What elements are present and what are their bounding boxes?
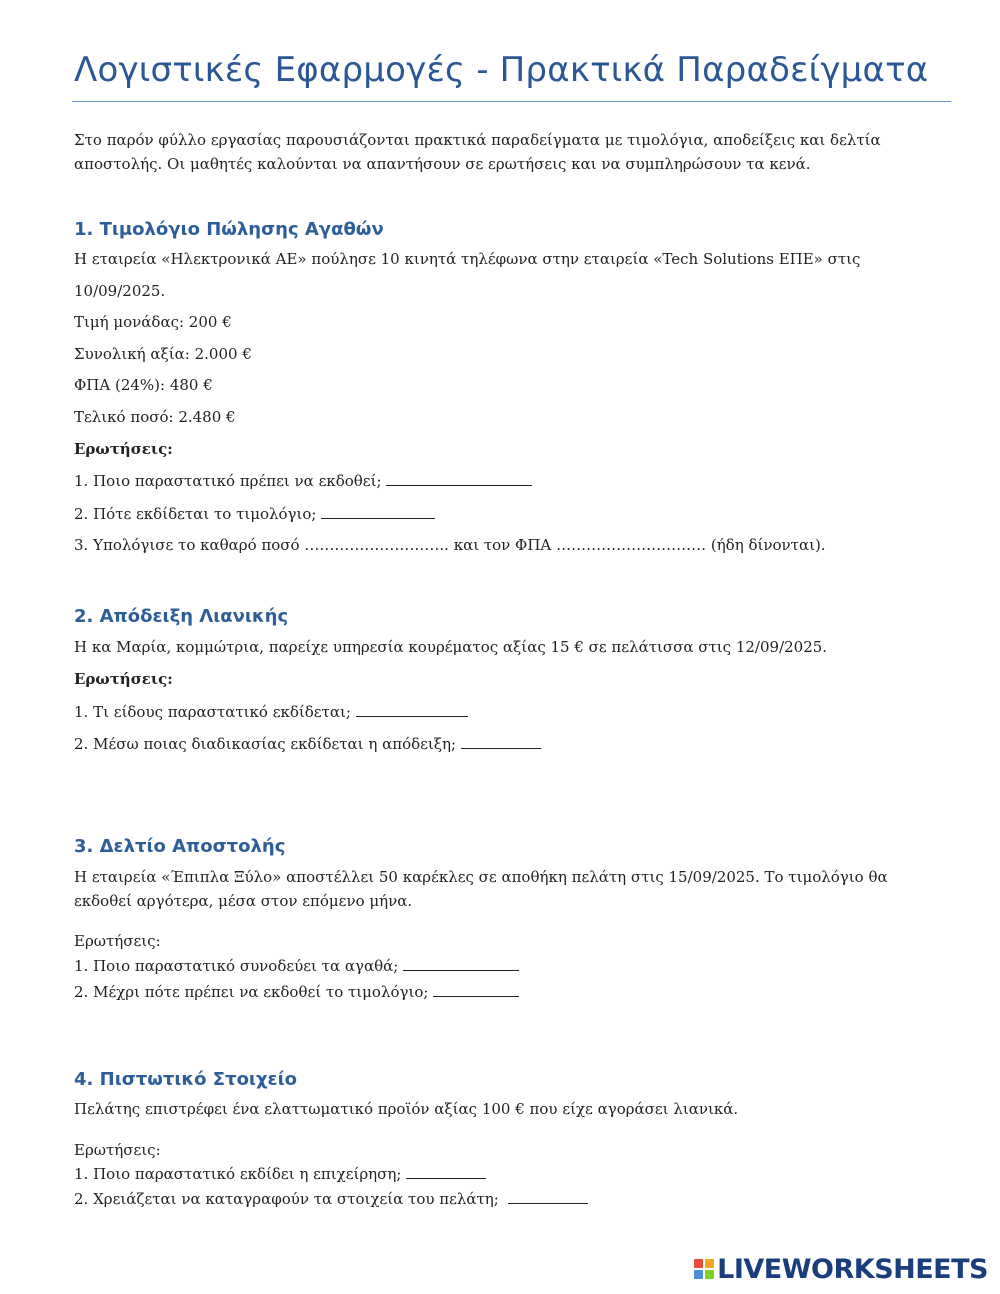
s4-question-1 <box>74 1162 486 1186</box>
s2-q1-answer-blank[interactable] <box>356 702 468 717</box>
s1-q3-text-b: και τον ΦΠΑ <box>453 536 552 554</box>
mark-square-1 <box>694 1259 703 1268</box>
s1-questions-label: Ερωτήσεις: <box>74 440 173 458</box>
s3-q2-answer-blank[interactable] <box>433 982 519 997</box>
s3-questions-label: Ερωτήσεις: <box>74 932 161 950</box>
page-title: Λογιστικές Εφαρμογές - Πρακτικά Παραδείγματα <box>74 50 929 90</box>
section-1-heading: 1. Τιμολόγιο Πώλησης Αγαθών <box>74 219 384 240</box>
s4-questions-label: Ερωτήσεις: <box>74 1141 161 1159</box>
title-underline <box>72 101 951 102</box>
intro-line-1: Στο παρόν φύλλο εργασίας παρουσιάζονται πρακτικά παραδείγματα με τιμολόγια, αποδείξεις και δελτία <box>74 131 881 149</box>
section-4-heading: 4. Πιστωτικό Στοιχείο <box>74 1069 297 1090</box>
s1-question-1 <box>74 469 532 493</box>
s1-q2-answer-blank[interactable] <box>321 504 435 519</box>
mark-square-3 <box>694 1270 703 1279</box>
s4-text-line-1: Πελάτης επιστρέφει ένα ελαττωματικό προϊόν αξίας 100 € που είχε αγοράσει λιανικά. <box>74 1100 739 1118</box>
section-2-heading: 2. Απόδειξη Λιανικής <box>74 606 289 627</box>
s1-q3-net-blank[interactable]: ……………………….. <box>304 536 449 554</box>
s3-q1-answer-blank[interactable] <box>403 956 519 971</box>
s4-q1-answer-blank[interactable] <box>406 1164 486 1179</box>
s1-q3-text-a: 3. Υπολόγισε το καθαρό ποσό <box>74 536 300 554</box>
liveworksheets-logo[interactable] <box>694 1254 988 1284</box>
s3-question-2 <box>74 980 519 1004</box>
s1-question-2 <box>74 502 435 526</box>
s2-question-1 <box>74 700 468 724</box>
s1-vat: ΦΠΑ (24%): 480 € <box>74 376 213 394</box>
mark-square-2 <box>705 1259 714 1268</box>
s1-q3-text-c: (ήδη δίνονται). <box>710 536 826 554</box>
s3-text-line-2: εκδοθεί αργότερα, μέσα στον επόμενο μήνα. <box>74 892 413 910</box>
intro-line-2: αποστολής. Οι μαθητές καλούνται να απαντήσουν σε ερωτήσεις και να συμπληρώσουν τα κενά. <box>74 155 811 173</box>
s3-q2-text: 2. Μέχρι πότε πρέπει να εκδοθεί το τιμολόγιο; <box>74 983 429 1001</box>
s1-question-3 <box>74 533 826 557</box>
mark-square-4 <box>705 1270 714 1279</box>
s2-q2-text: 2. Μέσω ποιας διαδικασίας εκδίδεται η απόδειξη; <box>74 735 457 753</box>
s3-text-line-1: Η εταιρεία «Έπιπλα Ξύλο» αποστέλλει 50 καρέκλες σε αποθήκη πελάτη στις 15/09/2025. Το τιμολόγιο θα <box>74 868 888 886</box>
s1-total-value: Συνολική αξία: 2.000 € <box>74 345 252 363</box>
s4-q2-answer-blank[interactable] <box>508 1189 588 1204</box>
s1-final-amount: Τελικό ποσό: 2.480 € <box>74 408 236 426</box>
s2-q1-text: 1. Τι είδους παραστατικό εκδίδεται; <box>74 703 351 721</box>
s1-q1-text: 1. Ποιο παραστατικό πρέπει να εκδοθεί; <box>74 472 382 490</box>
s4-q1-text: 1. Ποιο παραστατικό εκδίδει η επιχείρηση; <box>74 1165 402 1183</box>
s1-text-line-1: Η εταιρεία «Ηλεκτρονικά ΑΕ» πούλησε 10 κινητά τηλέφωνα στην εταιρεία «Tech Solutions ΕΠΕ» στις <box>74 250 861 268</box>
s1-q2-text: 2. Πότε εκδίδεται το τιμολόγιο; <box>74 505 317 523</box>
s2-question-2 <box>74 732 541 756</box>
s3-q1-text: 1. Ποιο παραστατικό συνοδεύει τα αγαθά; <box>74 957 399 975</box>
s1-unit-price: Τιμή μονάδας: 200 € <box>74 313 232 331</box>
section-3-heading: 3. Δελτίο Αποστολής <box>74 836 286 857</box>
liveworksheets-wordmark: LIVEWORKSHEETS <box>717 1253 988 1285</box>
s2-q2-answer-blank[interactable] <box>461 734 541 749</box>
s1-text-line-2: 10/09/2025. <box>74 282 166 300</box>
liveworksheets-mark-icon <box>694 1259 714 1279</box>
s4-question-2 <box>74 1187 588 1211</box>
s1-q3-vat-blank[interactable]: ………………………… <box>556 536 707 554</box>
s4-q2-text: 2. Χρειάζεται να καταγραφούν τα στοιχεία του πελάτη; <box>74 1190 499 1208</box>
s1-q1-answer-blank[interactable] <box>386 471 532 486</box>
s3-question-1 <box>74 954 519 978</box>
s2-questions-label: Ερωτήσεις: <box>74 670 173 688</box>
s2-text-line-1: Η κα Μαρία, κομμώτρια, παρείχε υπηρεσία κουρέματος αξίας 15 € σε πελάτισσα στις 12/09/2025. <box>74 638 828 656</box>
